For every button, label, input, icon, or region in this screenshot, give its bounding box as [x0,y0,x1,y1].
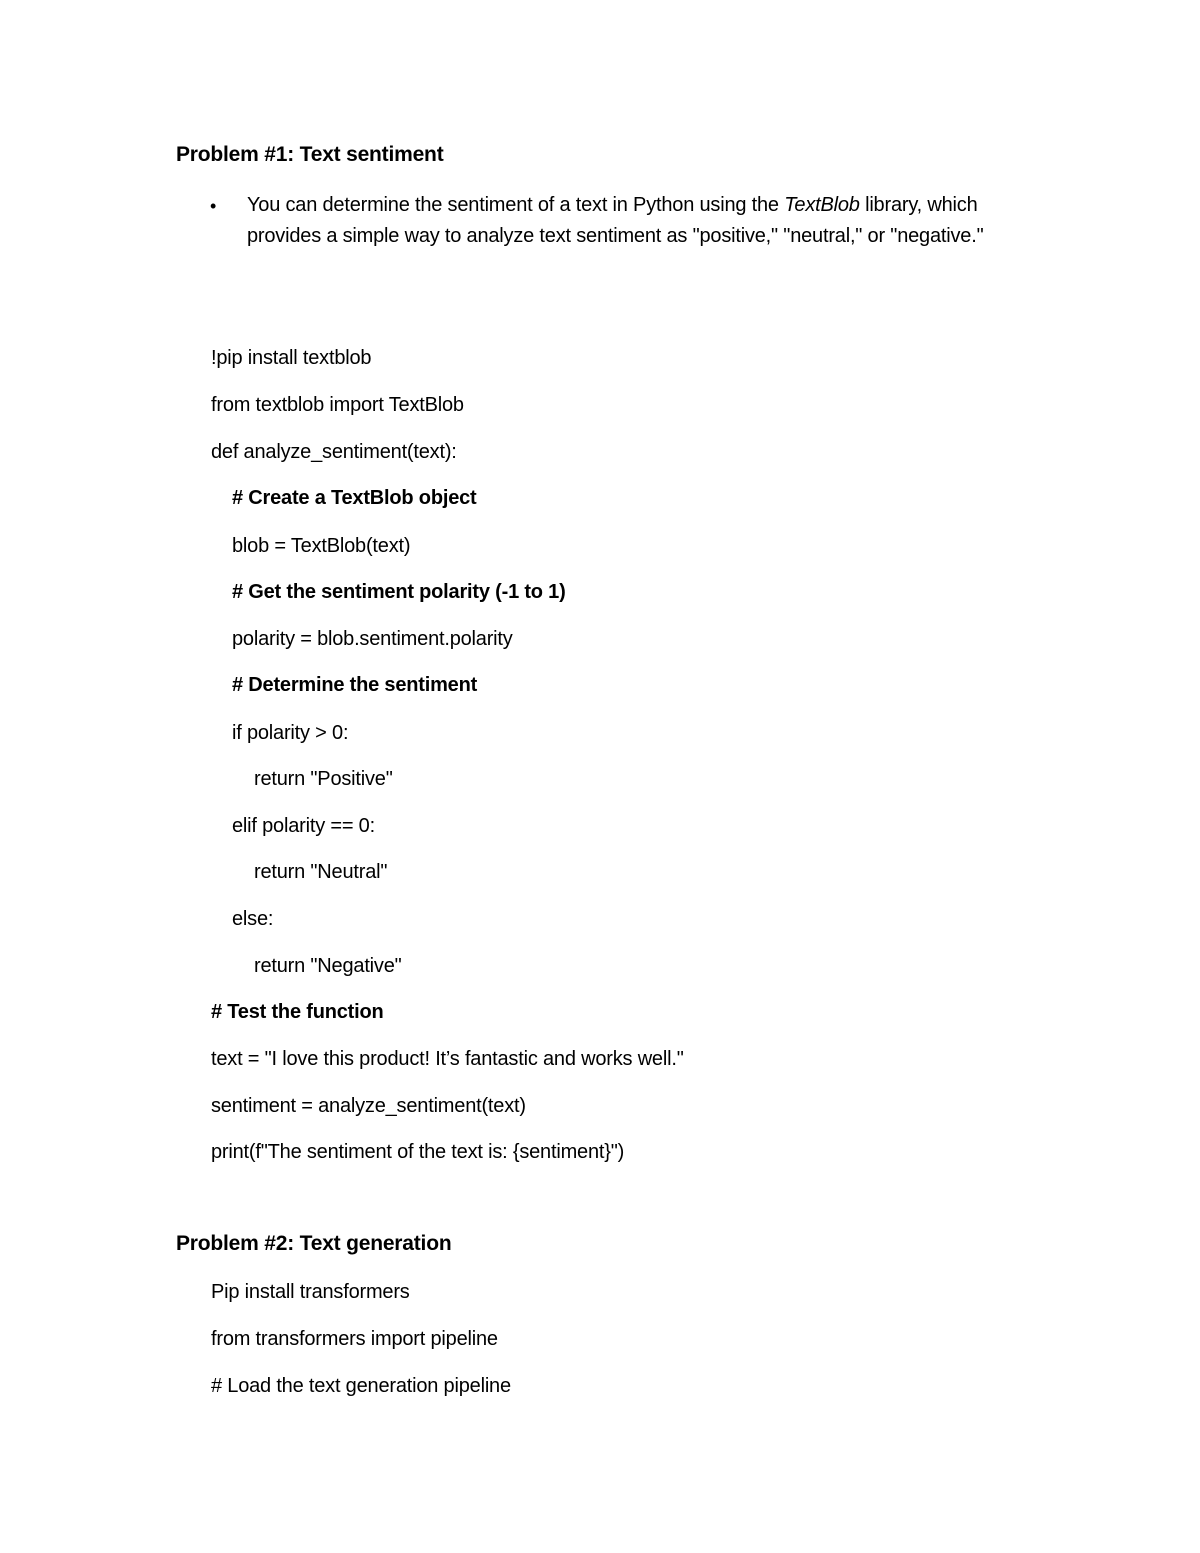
code-line: from transformers import pipeline [211,1328,498,1350]
code-line: return "Neutral" [254,861,388,883]
bullet-icon: • [210,196,217,216]
description-text-start: You can determine the sentiment of a text in Python using the [247,194,785,216]
code-comment: # Get the sentiment polarity (-1 to 1) [232,581,566,603]
code-line: blob = TextBlob(text) [232,535,411,557]
problem-2-heading: Problem #2: Text generation [176,1232,452,1255]
code-line: polarity = blob.sentiment.polarity [232,628,513,650]
code-line: else: [232,908,274,930]
code-comment: # Determine the sentiment [232,674,478,696]
code-line: sentiment = analyze_sentiment(text) [211,1095,526,1117]
code-line: Pip install transformers [211,1281,410,1303]
code-line: def analyze_sentiment(text): [211,441,457,463]
code-line: if polarity > 0: [232,722,349,744]
code-line: from textblob import TextBlob [211,394,464,416]
code-line: text = "I love this product! It’s fantastic and works well." [211,1048,684,1070]
textblob-emphasis: TextBlob [784,194,860,216]
code-line: elif polarity == 0: [232,815,375,837]
code-comment: # Create a TextBlob object [232,487,477,509]
code-comment: # Load the text generation pipeline [211,1375,511,1397]
problem-1-description [247,190,1027,252]
code-line: !pip install textblob [211,347,372,369]
code-line: return "Negative" [254,955,402,977]
description-text-end: library, which provides a simple way to analyze text sentiment as "positive," "neutral," or "negative." [247,194,984,247]
problem-1-heading: Problem #1: Text sentiment [176,143,444,166]
code-comment: # Test the function [211,1001,384,1023]
code-line: return "Positive" [254,768,393,790]
code-line: print(f"The sentiment of the text is: {sentiment}") [211,1141,625,1163]
